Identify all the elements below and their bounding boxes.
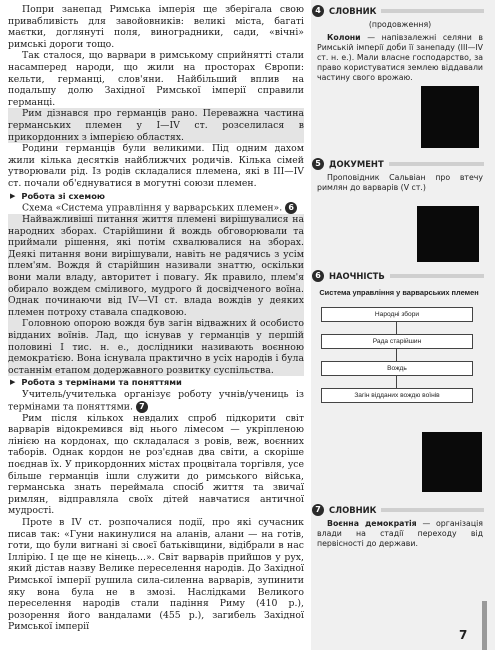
definition-kolony: Колони — напівзалежні селяни в Римській імперії доби її занепаду (III—IV ст. н. е.). Мали власне господарство, за право користуватися землею віддавали частину свого врожаю. bbox=[317, 33, 483, 82]
section-subtitle: (продовження) bbox=[368, 20, 432, 29]
section-number: 7 bbox=[312, 504, 324, 516]
ref-badge: 6 bbox=[285, 202, 297, 214]
diagram-box-elders: Рада старійшин bbox=[321, 334, 473, 349]
diagram-connector bbox=[396, 322, 397, 334]
paragraph: Схема «Система управління у варварських племен». 6 bbox=[8, 202, 304, 214]
section-rule bbox=[390, 274, 484, 278]
section-number: 6 bbox=[312, 270, 324, 282]
sidebar bbox=[311, 0, 487, 650]
diagram-title: Система управління у варварських племен bbox=[319, 288, 479, 297]
paragraph: Рим після кількох невдалих спроб підкорити світ варварів відокремився від нього лімесом — укріпленою лінією на кордонах, що складалася з ровів, веж, воєнних таборів. Однак кордон не роз'єднав два світи, а скоріше поєднав їх. У прикордонних містах процвітала торгівля, усе більше германців ішли служити до римського війська, германська знать переймала спосіб життя та звичаї римлян, відправляла своїх дітей навчатися античної мудрості. bbox=[8, 412, 304, 517]
paragraph: Так сталося, що варвари в римському сприйнятті стали насамперед народи, що жили на просторах Європи: кельти, германці, слов'яни. Найбільший вплив на подальшу долю Західної Римської імперії справили германці. bbox=[8, 50, 304, 108]
section-title: СЛОВНИК bbox=[329, 6, 377, 16]
section-number: 5 bbox=[312, 158, 324, 170]
illustration-image bbox=[422, 432, 482, 492]
definition-military-democracy: Воєнна демократія — організація влади на стадії переходу від первісності до держави. bbox=[317, 519, 483, 548]
diagram-box-assembly: Народні збори bbox=[321, 307, 473, 322]
paragraph: Учитель/учителька організує роботу учнів/учениць із термінами та поняттями. 7 bbox=[8, 388, 304, 412]
section-title: СЛОВНИК bbox=[329, 505, 377, 515]
section-rule bbox=[381, 9, 484, 13]
section-number: 4 bbox=[312, 5, 324, 17]
triangle-bullet-icon: ▶ bbox=[10, 191, 16, 200]
highlighted-paragraph: Рим дізнався про германців рано. Переважна частина германських племен у I—IV ст. розселилася в прикордонних з імперією областях. bbox=[8, 108, 304, 143]
ref-badge: 7 bbox=[136, 401, 148, 413]
document-image bbox=[417, 206, 479, 262]
document-caption: Проповідник Сальвіан про втечу римлян до варварів (V ст.) bbox=[317, 173, 483, 192]
section-title: ДОКУМЕНТ bbox=[329, 159, 384, 169]
subheading-scheme: ▶ Робота зі схемою bbox=[10, 190, 105, 201]
highlighted-paragraph: Найважливіші питання життя племені вирішувалися на народних зборах. Старійшини й вождь обговорювали та приймали рішення, які потім схвалювалися на зборах. Деякі питання вони вирішували, навіть не радячись з усім плем'ям. Вождя й старійшин називали знаттю, оскільки вони мали владу, авторитет і повагу. Як правило, плем'я обирало вождем сміливого, мудрого й досвідченого воїна. Однак починаючи від IV—VI ст. влада вождів у деяких племен потроху ставала спадковою. bbox=[8, 214, 304, 318]
paragraph: Проте в IV ст. розпочалися події, про які сучасник писав так: «Гуни накинулися на аланів, алани — на готів, готи, що були вигнані зі своєї батьківщини, відібрали в нас Іллірію. І це ще не кінець...». Світ варварів прийшов у рух, який дістав назву Велике переселення народів. До Західної Римської імперії рушила сила-силенна варварів, зупинити яку вона була не в змозі. Наслідками Великого переселення народів стали падіння Риму (410 р.), розорення його вандалами (455 р.), загибель Західної Римської імперії bbox=[8, 516, 304, 633]
page-edge-bar bbox=[482, 601, 487, 650]
diagram-box-chief: Вождь bbox=[321, 361, 473, 376]
section-rule bbox=[389, 162, 484, 166]
paragraph: Родини германців були великими. Під одним дахом жили кілька десятків найближчих родичів. Кілька сімей утворювали рід. Із родів складалися племена, які в III—IV ст. почали об'єднуватися в могутні союзи племен. bbox=[8, 143, 304, 189]
triangle-bullet-icon: ▶ bbox=[10, 378, 16, 387]
illustration-image bbox=[421, 86, 479, 148]
subheading-terms: ▶ Робота з термінами та поняттями bbox=[10, 377, 182, 388]
section-title: НАОЧНІСТЬ bbox=[329, 271, 385, 281]
main-text-column bbox=[8, 4, 304, 633]
diagram-connector bbox=[396, 376, 397, 388]
page-number: 7 bbox=[459, 628, 468, 642]
highlighted-paragraph: Головною опорою вождя був загін відважних й особисто відданих воїнів. Лад, що існував у германців у першій половині I тис. н. е., дослідники називають воєнною демократією. Вона існувала практично в усіх народів і була останнім етапом додержавного розвитку суспільства. bbox=[8, 318, 304, 376]
section-header-document bbox=[312, 158, 484, 170]
section-header-vocabulary-2 bbox=[312, 504, 484, 516]
governance-diagram bbox=[313, 288, 485, 426]
paragraph: Попри занепад Римська імперія ще зберігала свою привабливість для завойовників: великі міста, багаті маєтки, доглянуті поля, виноградники, сади, «вічні» римські дороги тощо. bbox=[8, 4, 304, 50]
diagram-box-warband: Загін відданих вождю воїнів bbox=[321, 388, 473, 403]
section-rule bbox=[381, 508, 484, 512]
diagram-connector bbox=[396, 349, 397, 361]
section-header-vocabulary bbox=[312, 5, 484, 17]
section-header-visual bbox=[312, 270, 484, 282]
